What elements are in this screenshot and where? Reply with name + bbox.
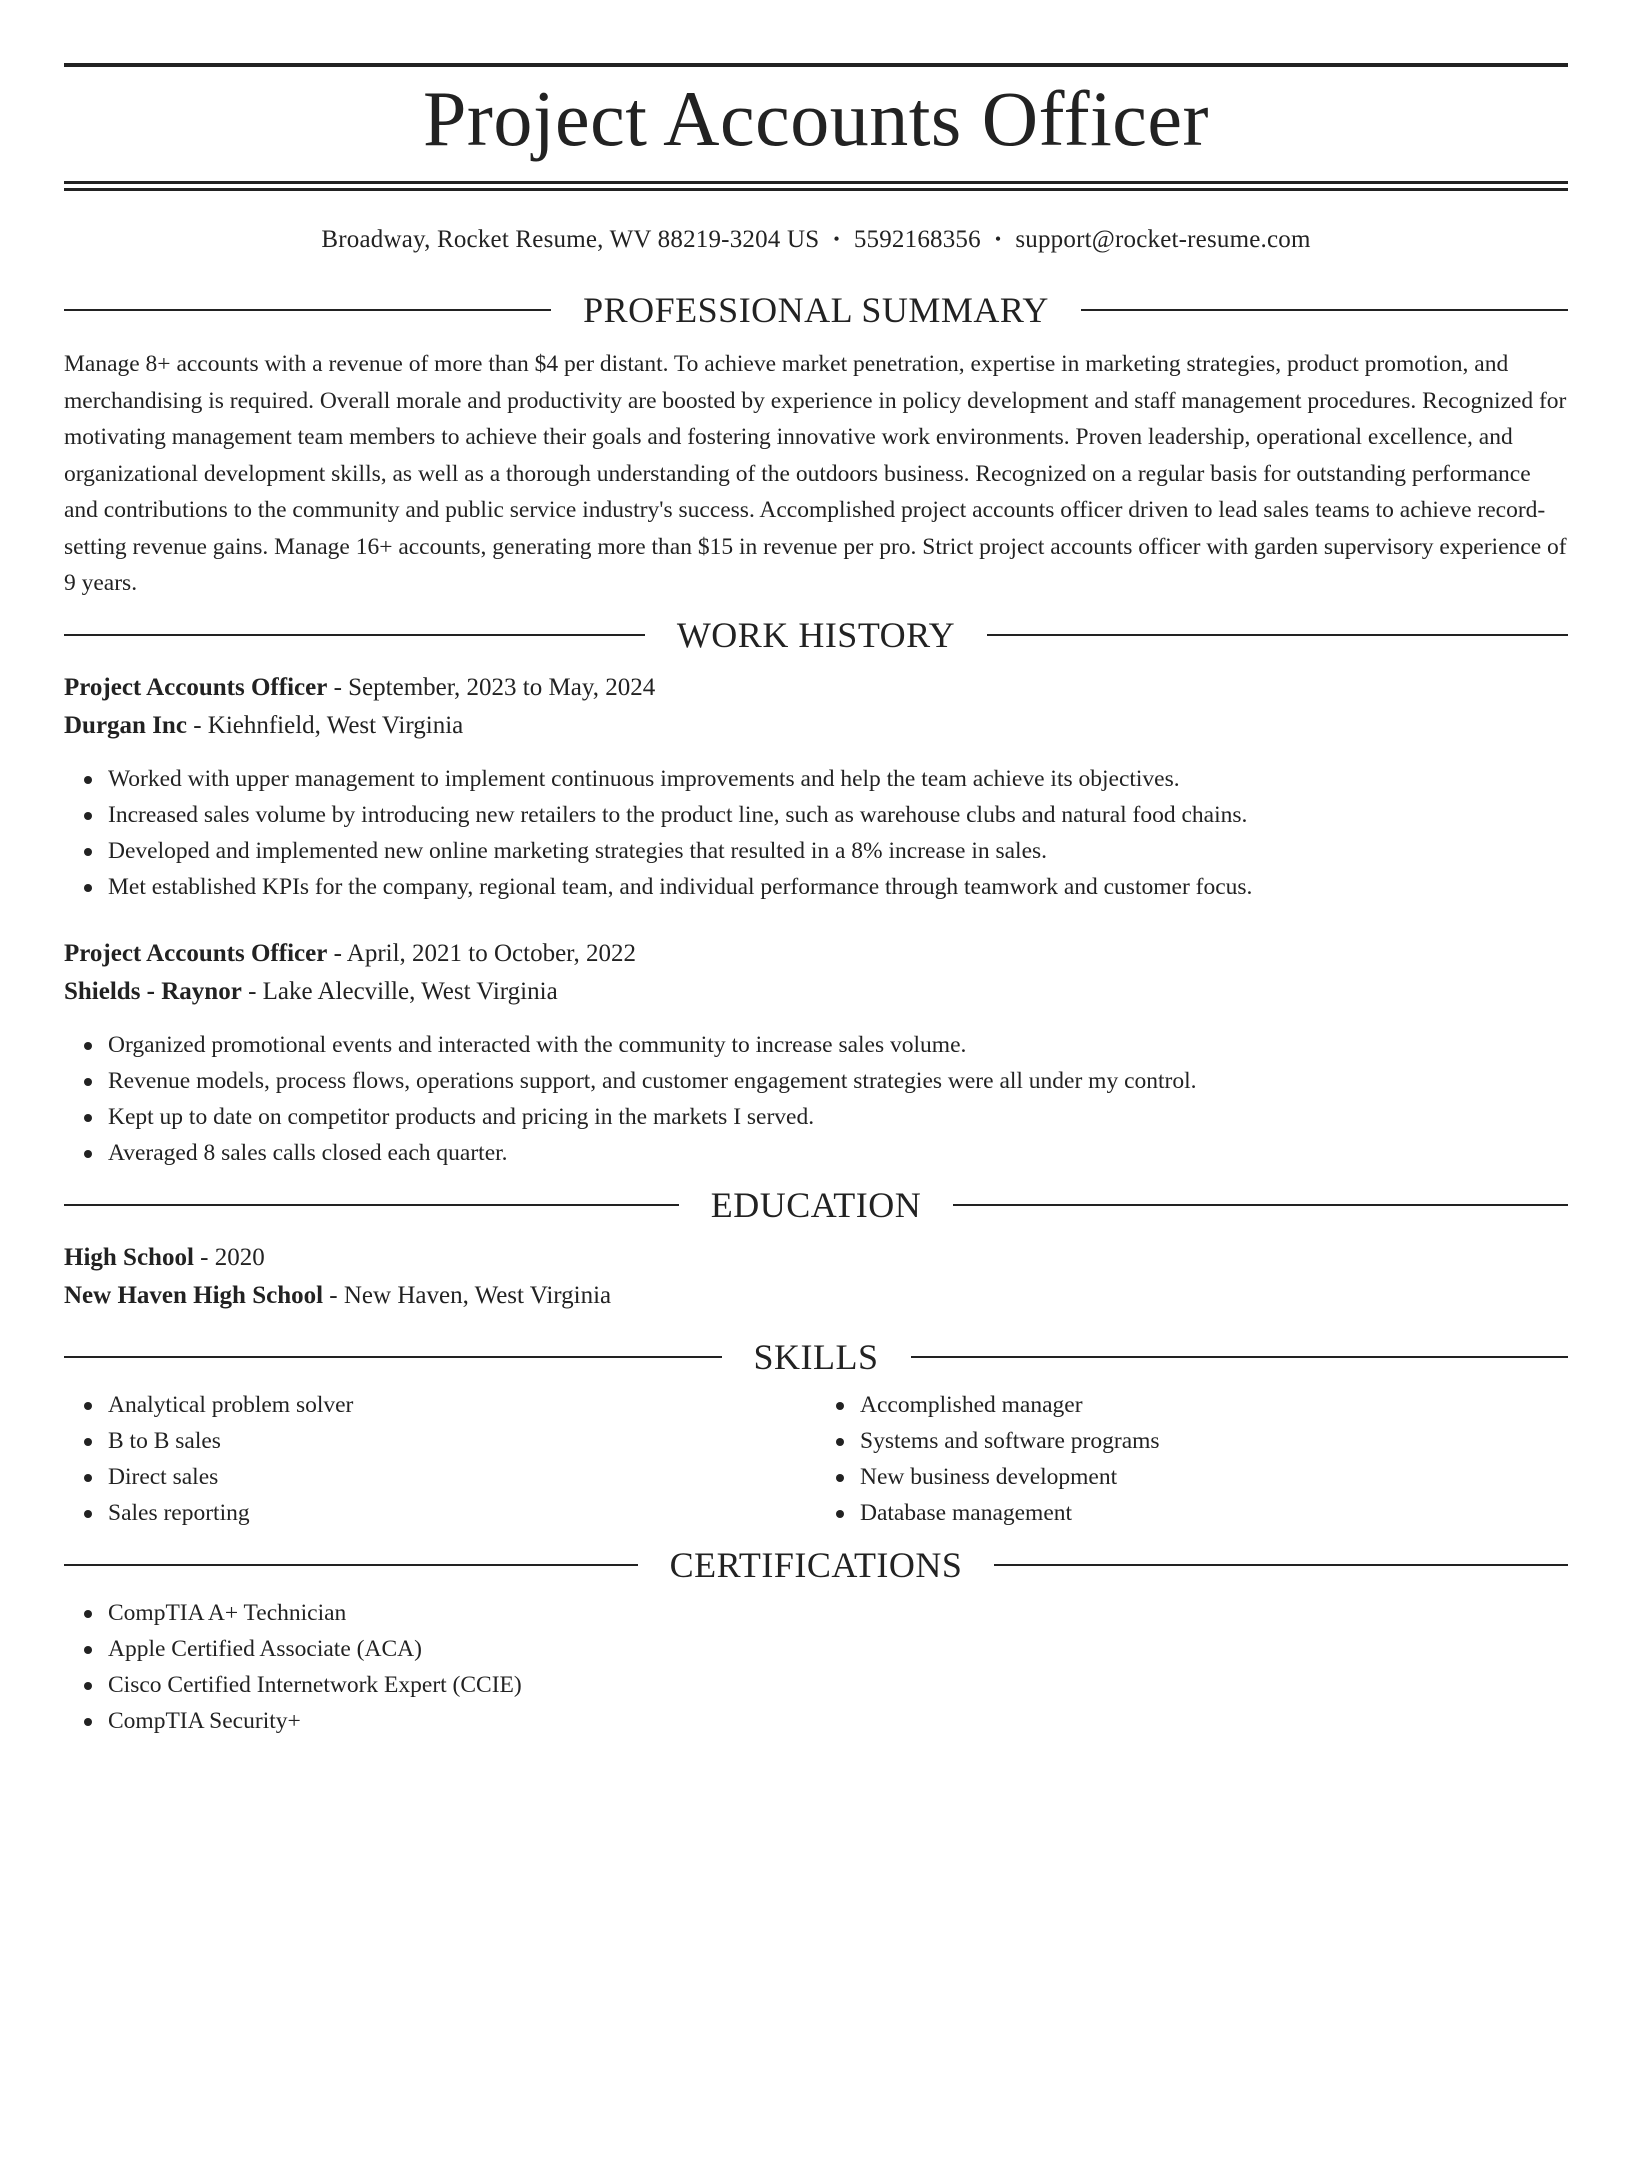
job-entry (64, 669, 1568, 905)
list-item: Analytical problem solver (108, 1387, 816, 1423)
section-title-skills: SKILLS (753, 1336, 879, 1377)
section-title-summary: PROFESSIONAL SUMMARY (583, 290, 1049, 330)
list-item: Accomplished manager (860, 1387, 1568, 1423)
job-location: - Kiehnfield, West Virginia (186, 711, 464, 739)
divider-line (1081, 309, 1568, 311)
divider-line (64, 1356, 722, 1358)
divider-line (987, 634, 1568, 636)
divider-line (64, 634, 645, 636)
header-double-rule (64, 181, 1568, 191)
list-item: Apple Certified Associate (ACA) (108, 1631, 1568, 1667)
list-item: Revenue models, process flows, operations support, and customer engagement strategies were all under my control. (108, 1063, 1568, 1099)
divider-line (911, 1356, 1569, 1358)
education-degree: High School (64, 1243, 194, 1271)
certifications-list (64, 1595, 1568, 1739)
summary-text: Manage 8+ accounts with a revenue of more than $4 per distant. To achieve market penetration, expertise in marketing strategies, product promotion, and merchandising is required. Overall morale and productivity are boosted by experience in policy development and staff management procedures. Recognized for motivating management team members to achieve their goals and fostering innovative work environments. Proven leadership, operational excellence, and organizational development skills, as well as a thorough understanding of the outdoors business. Recognized on a regular basis for outstanding performance and contributions to the community and public service industry's success. Accomplished project accounts officer driven to lead sales teams to achieve record-setting revenue gains. Manage 16+ accounts, generating more than $15 in revenue per pro. Strict project accounts officer with garden supervisory experience of 9 years. (64, 351, 1567, 596)
job-company: Shields - Raynor (64, 977, 242, 1005)
list-item: B to B sales (108, 1423, 816, 1459)
list-item: Sales reporting (108, 1495, 816, 1531)
job-dates: - September, 2023 to May, 2024 (327, 673, 656, 701)
contact-email: support@rocket-resume.com (1015, 226, 1311, 253)
divider-line (64, 1204, 679, 1206)
job-company-line (64, 707, 1568, 745)
list-item: Increased sales volume by introducing new retailers to the product line, such as warehouse clubs and natural food chains. (108, 797, 1568, 833)
job-title-line (64, 935, 1568, 973)
divider-line (64, 1564, 638, 1566)
job-title: Project Accounts Officer (64, 673, 328, 701)
job-location: - Lake Alecville, West Virginia (241, 977, 558, 1005)
list-item: Worked with upper management to implement continuous improvements and help the team achieve its objectives. (108, 761, 1568, 797)
section-title-work: WORK HISTORY (676, 614, 956, 655)
list-item: CompTIA A+ Technician (108, 1595, 1568, 1631)
skills-list-right (816, 1387, 1568, 1531)
education-year: - 2020 (193, 1243, 265, 1271)
resume-page (0, 63, 1632, 2175)
list-item: CompTIA Security+ (108, 1703, 1568, 1739)
divider-line (953, 1204, 1568, 1206)
list-item: Direct sales (108, 1459, 816, 1495)
section-heading-certifications (64, 1545, 1568, 1585)
skills-list-left (64, 1387, 816, 1531)
section-heading-summary (64, 290, 1568, 330)
education-degree-line (64, 1239, 1568, 1277)
job-title: Project Accounts Officer (64, 939, 328, 967)
section-heading-education (64, 1185, 1568, 1225)
job-company-line (64, 973, 1568, 1011)
list-item: Averaged 8 sales calls closed each quarter. (108, 1135, 1568, 1171)
section-heading-skills (64, 1337, 1568, 1377)
education-location: - New Haven, West Virginia (323, 1281, 612, 1309)
job-bullets (64, 1027, 1568, 1171)
contact-phone: 5592168356 (853, 226, 981, 253)
resume-title: Project Accounts Officer (423, 75, 1209, 162)
list-item: Organized promotional events and interacted with the community to increase sales volume. (108, 1027, 1568, 1063)
list-item: Developed and implemented new online marketing strategies that resulted in a 8% increase in sales. (108, 833, 1568, 869)
section-heading-work (64, 615, 1568, 655)
list-item: New business development (860, 1459, 1568, 1495)
contact-separator: • (833, 229, 840, 249)
divider-line (64, 309, 551, 311)
education-school-line (64, 1277, 1568, 1315)
list-item: Kept up to date on competitor products and pricing in the markets I served. (108, 1099, 1568, 1135)
job-title-line (64, 669, 1568, 707)
contact-line (64, 223, 1568, 255)
job-dates: - April, 2021 to October, 2022 (327, 939, 637, 967)
job-bullets (64, 761, 1568, 905)
list-item: Met established KPIs for the company, regional team, and individual performance through teamwork and customer focus. (108, 869, 1568, 905)
list-item: Systems and software programs (860, 1423, 1568, 1459)
job-entry (64, 935, 1568, 1171)
education-school: New Haven High School (64, 1281, 324, 1309)
contact-separator: • (994, 229, 1002, 249)
section-title-certifications: CERTIFICATIONS (669, 1544, 963, 1585)
section-title-education: EDUCATION (710, 1184, 922, 1225)
education-entry (64, 1239, 1568, 1315)
skills-grid (64, 1387, 1568, 1531)
list-item: Cisco Certified Internetwork Expert (CCIE) (108, 1667, 1568, 1703)
job-company: Durgan Inc (64, 711, 187, 739)
divider-line (994, 1564, 1568, 1566)
list-item: Database management (860, 1495, 1568, 1531)
contact-address: Broadway, Rocket Resume, WV 88219-3204 US (321, 226, 820, 253)
